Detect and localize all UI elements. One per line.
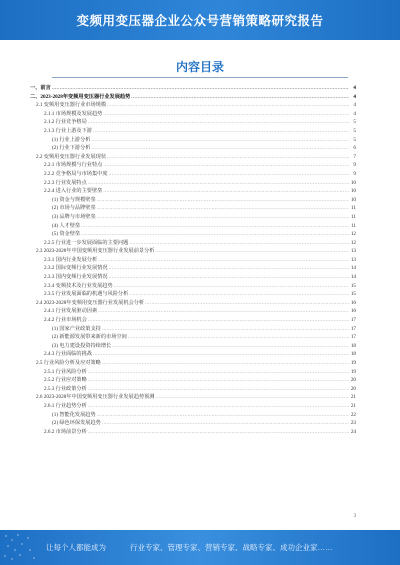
- toc-entry[interactable]: [30, 84, 356, 93]
- toc-entry-label: 2.2.1 市场规模与行业特点: [44, 162, 103, 169]
- toc-entry-page: 5: [353, 136, 356, 143]
- toc-leader-dots: [112, 342, 349, 351]
- toc-entry-page: 17: [350, 325, 356, 332]
- toc-entry-label: 2.5 行业风险分析及应对策略: [36, 360, 101, 366]
- toc-leader-dots: [97, 213, 349, 222]
- toc-entry-label: 2.3.5 行业发展面临的机遇与风险分析: [44, 291, 129, 298]
- toc-entry[interactable]: [30, 419, 356, 428]
- table-of-contents: [30, 84, 356, 436]
- toc-entry-page: 17: [350, 317, 356, 324]
- report-title: 变频用变压器企业公众号营销策略研究报告: [76, 14, 324, 28]
- toc-leader-dots: [103, 161, 349, 170]
- toc-entry-label: (1) 行业上游分析: [52, 136, 91, 143]
- toc-entry[interactable]: [30, 196, 356, 205]
- toc-entry-page: 13: [350, 256, 356, 263]
- toc-entry-label: 2.3.1 国内行业发展分析: [44, 256, 98, 263]
- toc-entry-label: 2.2.2 竞争格局与市场集中度: [44, 170, 108, 177]
- toc-entry-label: (2) 新能源发展带来新的市场空间: [52, 334, 127, 341]
- toc-leader-dots: [81, 222, 349, 231]
- toc-leader-dots: [102, 419, 349, 428]
- toc-leader-dots: [102, 359, 349, 368]
- toc-entry-label: 2.2 变频用变压器行业发展现状: [36, 153, 107, 160]
- toc-entry-label: 2.2.4 进入行业的主要壁垒: [44, 188, 103, 195]
- toc-entry-page: 6: [353, 145, 356, 152]
- toc-entry[interactable]: [30, 402, 356, 411]
- toc-entry-label: 2.3.2 国际变频行业发展情况: [44, 265, 108, 272]
- toc-entry-label: (4) 人才壁垒: [52, 222, 81, 229]
- toc-entry[interactable]: [30, 136, 356, 145]
- toc-leader-dots: [98, 256, 349, 265]
- toc-entry[interactable]: [30, 316, 356, 325]
- toc-entry[interactable]: [30, 393, 356, 402]
- toc-leader-dots: [145, 299, 349, 308]
- toc-entry-label: 一、前言: [30, 85, 51, 91]
- toc-entry-label: (2) 行业下游分析: [52, 145, 91, 152]
- toc-leader-dots: [103, 187, 349, 196]
- toc-entry[interactable]: [30, 93, 356, 102]
- toc-entry-page: 4: [353, 110, 356, 117]
- toc-entry-label: 2.4.2 行业市场机会: [44, 317, 87, 324]
- toc-entry[interactable]: [30, 411, 356, 420]
- toc-entry-label: 2.4.1 行业发展驱动因素: [44, 308, 98, 315]
- toc-entry-page: 9: [353, 162, 356, 169]
- toc-leader-dots: [109, 264, 349, 273]
- toc-leader-dots: [88, 428, 349, 437]
- toc-leader-dots: [109, 273, 349, 282]
- toc-leader-dots: [131, 93, 349, 102]
- toc-entry-page: 5: [353, 119, 356, 126]
- toc-entry[interactable]: [30, 153, 356, 162]
- toc-entry-label: 2.4.3 行业面临的挑战: [44, 351, 92, 358]
- toc-entry-label: 2.1.2 行业竞争格局: [44, 119, 87, 126]
- toc-entry[interactable]: [30, 170, 356, 179]
- toc-entry-page: 7: [353, 153, 356, 160]
- toc-entry-page: 14: [350, 265, 356, 272]
- toc-entry-page: 16: [350, 299, 356, 306]
- toc-entry-page: 12: [350, 239, 356, 246]
- toc-entry[interactable]: [30, 282, 356, 291]
- toc-leader-dots: [88, 316, 349, 325]
- toc-entry-label: 2.4 2023-2028年变频用变压器行业发展机会分析: [36, 299, 145, 306]
- toc-entry-label: 2.3.4 变频技术及行业发展趋势: [44, 282, 113, 289]
- toc-entry-label: 2.2.5 行业进一步发展面临的主要问题: [44, 239, 129, 246]
- toc-entry-label: (2) 市场与品牌壁垒: [52, 205, 96, 212]
- footer-slogan-left: 让每个人都能成为: [46, 543, 106, 552]
- toc-entry[interactable]: [30, 307, 356, 316]
- toc-entry-page: 10: [350, 179, 356, 186]
- toc-entry-page: 15: [350, 282, 356, 289]
- toc-leader-dots: [88, 402, 349, 411]
- toc-leader-dots: [97, 204, 349, 213]
- toc-entry-label: (1) 资金与规模壁垒: [52, 196, 96, 203]
- footer-banner: [0, 530, 400, 565]
- toc-leader-dots: [107, 101, 349, 110]
- toc-entry[interactable]: [30, 118, 356, 127]
- toc-leader-dots: [88, 385, 349, 394]
- toc-entry-page: 5: [353, 127, 356, 134]
- toc-entry[interactable]: [30, 247, 356, 256]
- toc-leader-dots: [128, 333, 349, 342]
- toc-entry[interactable]: [30, 359, 356, 368]
- toc-entry[interactable]: [30, 222, 356, 231]
- toc-entry[interactable]: [30, 230, 356, 239]
- toc-entry-label: 2.3.3 国内变频行业发展情况: [44, 274, 108, 281]
- toc-entry-label: (1) 国家产业政策支持: [52, 325, 101, 332]
- toc-entry-page: 16: [350, 308, 356, 315]
- toc-leader-dots: [88, 376, 349, 385]
- toc-leader-dots: [155, 247, 349, 256]
- toc-entry-page: 20: [350, 385, 356, 392]
- toc-entry[interactable]: [30, 161, 356, 170]
- toc-entry[interactable]: [30, 368, 356, 377]
- toc-entry-page: 19: [350, 360, 356, 366]
- toc-entry-label: 2.3 2023-2028年中国变频用变压器行业发展前景分析: [36, 248, 155, 255]
- toc-entry[interactable]: [30, 333, 356, 342]
- toc-entry-label: (5) 资金壁垒: [52, 231, 81, 238]
- toc-leader-dots: [102, 325, 349, 334]
- toc-entry[interactable]: [30, 299, 356, 308]
- toc-entry-label: 2.6.1 行业趋势分析: [44, 402, 87, 409]
- toc-leader-dots: [88, 179, 349, 188]
- toc-leader-dots: [88, 368, 349, 377]
- toc-leader-dots: [91, 144, 349, 153]
- toc-entry-label: (3) 品牌与市场壁垒: [52, 213, 96, 220]
- toc-entry-label: (2) 绿色环保发展趋势: [52, 420, 101, 427]
- toc-title: 内容目录: [175, 60, 224, 74]
- toc-entry[interactable]: [30, 213, 356, 222]
- toc-entry[interactable]: [30, 204, 356, 213]
- toc-entry-page: 21: [350, 402, 356, 409]
- toc-entry[interactable]: [30, 127, 356, 136]
- toc-leader-dots: [93, 127, 349, 136]
- toc-leader-dots: [129, 290, 349, 299]
- toc-entry-label: 二、2023-2028年变频用变压器行业发展趋势: [30, 93, 131, 100]
- toc-entry-page: 21: [350, 394, 356, 401]
- toc-leader-dots: [103, 110, 349, 119]
- toc-entry-page: 24: [350, 428, 356, 435]
- toc-leader-dots: [97, 411, 349, 420]
- toc-entry-page: 14: [350, 274, 356, 281]
- toc-leader-dots: [98, 307, 349, 316]
- toc-entry[interactable]: [30, 187, 356, 196]
- toc-entry-page: 18: [350, 351, 356, 358]
- toc-entry-label: 2.2.3 行业发展特点: [44, 179, 87, 186]
- toc-entry-label: (1) 智能化发展趋势: [52, 411, 96, 418]
- toc-entry-label: 2.5.2 行业应对策略: [44, 377, 87, 384]
- toc-entry-label: 2.6 2023-2028年中国变频用变压器行业发展趋势预测: [36, 394, 155, 401]
- toc-entry[interactable]: [30, 325, 356, 334]
- toc-entry-label: 2.5.3 行业政策分析: [44, 385, 87, 392]
- header-divider: [0, 40, 400, 42]
- toc-entry[interactable]: [30, 144, 356, 153]
- toc-entry-page: 10: [350, 196, 356, 203]
- toc-entry-page: 11: [351, 205, 356, 212]
- toc-entry-page: 17: [350, 334, 356, 341]
- toc-entry-label: 2.5.1 行业风险分析: [44, 368, 87, 375]
- toc-entry-page: 20: [350, 377, 356, 384]
- footer-slogan-right: 行业专家、管理专家、营销专家、战略专家、成功企业家……: [130, 543, 333, 552]
- toc-entry-page: 11: [351, 213, 356, 220]
- toc-entry[interactable]: [30, 239, 356, 248]
- toc-entry[interactable]: [30, 290, 356, 299]
- header-banner: [0, 0, 400, 40]
- toc-entry-label: 2.1.3 行业上游及下游: [44, 127, 92, 134]
- toc-entry[interactable]: [30, 256, 356, 265]
- toc-leader-dots: [52, 84, 349, 93]
- toc-leader-dots: [129, 239, 349, 248]
- toc-leader-dots: [91, 136, 349, 145]
- toc-title-rule: [52, 77, 348, 78]
- toc-entry-page: 11: [351, 222, 356, 229]
- toc-entry-page: 12: [350, 231, 356, 238]
- toc-entry-page: 4: [353, 102, 356, 109]
- toc-entry[interactable]: [30, 110, 356, 119]
- toc-leader-dots: [81, 230, 349, 239]
- toc-entry-page: 9: [353, 170, 356, 177]
- toc-entry[interactable]: [30, 376, 356, 385]
- toc-entry[interactable]: [30, 101, 356, 110]
- toc-entry-label: 2.1 变频用变压器行业市场规模: [36, 102, 107, 109]
- toc-leader-dots: [107, 153, 349, 162]
- toc-entry-page: 15: [350, 291, 356, 298]
- toc-leader-dots: [109, 170, 349, 179]
- toc-entry[interactable]: [30, 428, 356, 437]
- toc-entry-page: 4: [353, 85, 356, 91]
- toc-entry[interactable]: [30, 350, 356, 359]
- toc-entry[interactable]: [30, 342, 356, 351]
- toc-leader-dots: [114, 282, 349, 291]
- toc-entry-page: 4: [353, 93, 356, 100]
- toc-leader-dots: [97, 196, 349, 205]
- toc-entry-page: 18: [350, 342, 356, 349]
- toc-entry-label: 2.6.2 市场前景分析: [44, 428, 87, 435]
- toc-entry-page: 22: [350, 411, 356, 418]
- toc-entry-label: 2.1.1 市场规模及发展趋势: [44, 110, 103, 117]
- toc-entry-label: (3) 电力建设投资持续增长: [52, 342, 112, 349]
- toc-entry[interactable]: [30, 179, 356, 188]
- toc-entry[interactable]: [30, 273, 356, 282]
- toc-entry[interactable]: [30, 264, 356, 273]
- toc-entry[interactable]: [30, 385, 356, 394]
- toc-leader-dots: [88, 118, 349, 127]
- toc-leader-dots: [93, 350, 349, 359]
- toc-entry-page: 10: [350, 188, 356, 195]
- toc-leader-dots: [155, 393, 349, 402]
- toc-entry-page: 13: [350, 248, 356, 255]
- toc-entry-page: 19: [350, 368, 356, 375]
- toc-entry-page: 23: [350, 420, 356, 427]
- page-number: 3: [353, 514, 356, 519]
